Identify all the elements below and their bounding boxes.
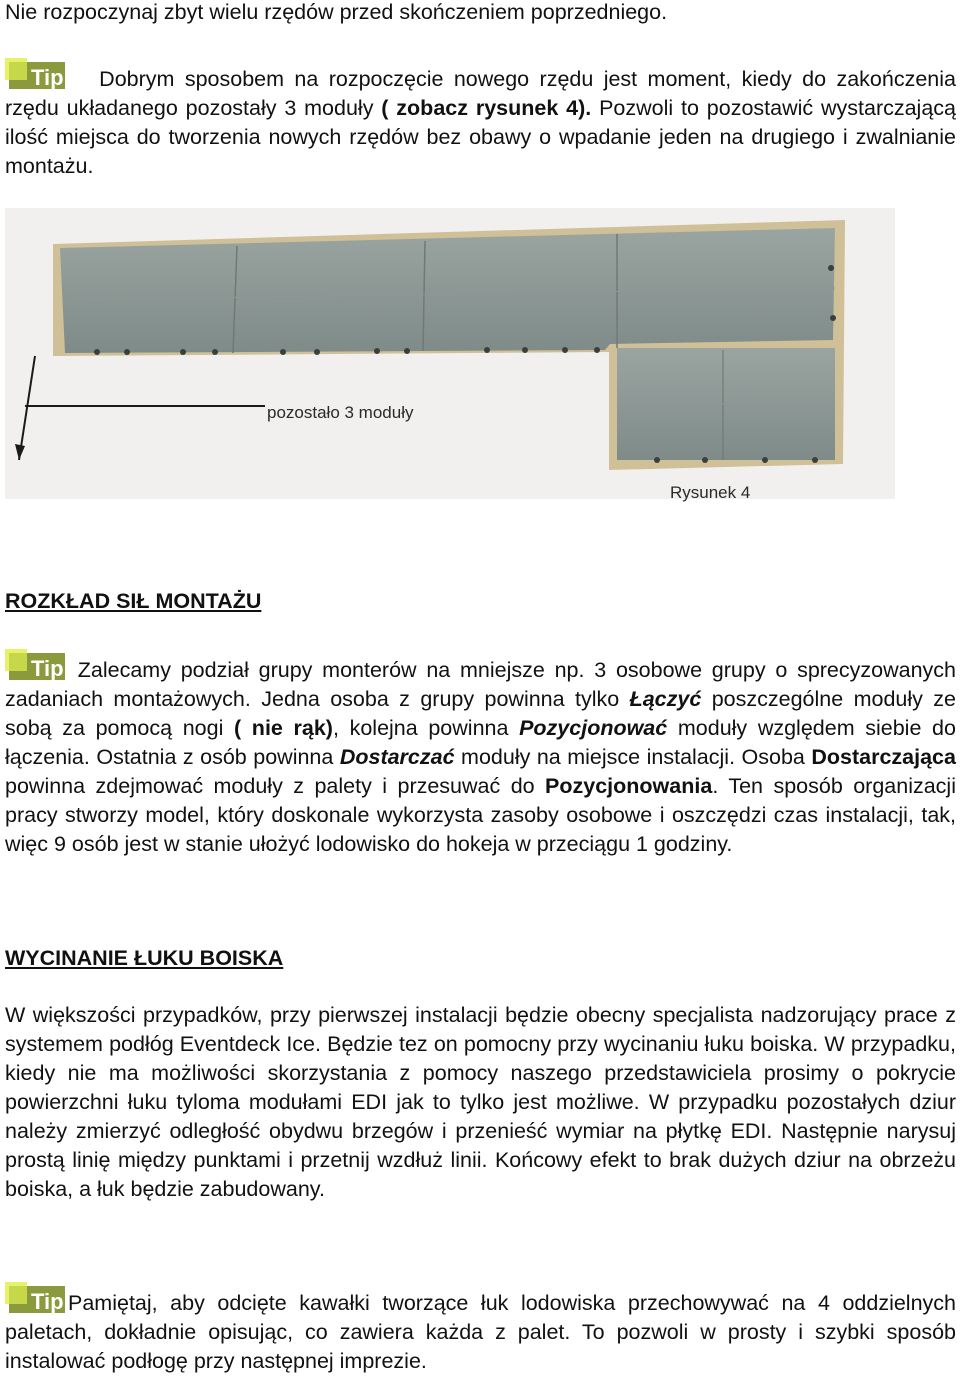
tip-icon-label: Tip: [31, 65, 64, 90]
section1-heading: ROZKŁAD SIŁ MONTAŻU: [5, 589, 262, 613]
arrow-label: pozostało 3 moduły: [267, 403, 414, 422]
s1-text-7: . Ten sposób organizacji pracy stworzy model, który doskonale wykorzysta zasoby osobowe i oszczędzi czas instalacji, tak, więc 9 osób jest w stanie ułożyć lodowisko do hokeja w przeciągu 1 godziny.: [5, 774, 956, 856]
s1-text-5: moduły na miejsce instalacji. Osoba: [454, 745, 812, 769]
tip1-figure-ref: ( zobacz rysunek 4).: [381, 96, 592, 120]
s1-emph-pozycjonowac: Pozycjonować: [519, 716, 668, 740]
s1-emph-dostarczac: Dostarczać: [339, 745, 455, 769]
tip-icon: [5, 649, 68, 681]
section1-paragraph: [5, 649, 956, 859]
s1-emph-laczyc: Łączyć: [629, 687, 702, 711]
tip-icon: [5, 1282, 68, 1314]
s1-text-2: poszczególne moduły ze sobą za pomocą nogi: [5, 687, 956, 740]
s1-text-6: powinna zdejmować moduły z palety i przesuwać do: [5, 774, 546, 798]
figure-rysunek-4: [5, 208, 895, 502]
figure-caption: Rysunek 4: [670, 483, 751, 502]
tip-icon-label: Tip: [31, 1289, 64, 1314]
s1-text-3: , kolejna powinna: [332, 716, 520, 740]
s1-bold-pozycjonowania: Pozycjonowania: [545, 774, 713, 798]
s1-bold-nie-rak: ( nie rąk): [234, 716, 333, 740]
s1-text-4: moduły względem siebie do łączenia. Ostatnia z osób powinna: [5, 716, 956, 769]
tip1-text-a: Dobrym sposobem na rozpoczęcie nowego rzędu jest moment, kiedy do zakończenia rzędu układanego pozostały 3 moduły: [5, 67, 956, 120]
floor-modules-photo: [5, 208, 895, 499]
section2-paragraph: W większości przypadków, przy pierwszej instalacji będzie obecny specjalista nadzorujący prace z systemem podłóg Eventdeck Ice. Będzie tez on pomocny przy wycinaniu łuku boiska. W przypadku, kiedy nie ma możliwości skorzystania z pomocy naszego przedstawiciela prosimy o pokrycie powierzchni łuku tyloma modułami EDI jak to tylko jest możliwe. W przypadku pozostałych dziur należy zmierzyć odległość obydwu brzegów i przenieść wymiar na płytkę EDI. Następnie narysuj prostą linię między punktami i przetnij wzdłuż linii. Końcowy efekt to brak dużych dziur na obrzeżu boiska, a łuk będzie zabudowany.: [5, 1003, 956, 1201]
s1-bold-dostarczajaca: Dostarczająca: [811, 745, 956, 769]
tip3-paragraph: [5, 1282, 956, 1376]
tip1-text-b: Pozwoli to pozostawić wystarczającą ilość miejsca do tworzenia nowych rzędów bez obawy o wpadanie jeden na drugiego i zwalnianie montażu.: [5, 96, 956, 178]
tip-icon-label: Tip: [31, 656, 64, 681]
section2-heading: WYCINANIE ŁUKU BOISKA: [5, 946, 284, 970]
s1-text-1: Zalecamy podział grupy monterów na mniejsze np. 3 osobowe grupy o sprecyzowanych zadaniach montażowych. Jedna osoba z grupy powinna tylko: [5, 658, 956, 711]
tip-icon: [5, 58, 68, 90]
intro-text: Nie rozpoczynaj zbyt wielu rzędów przed skończeniem poprzedniego.: [5, 0, 668, 24]
tip1-paragraph: [5, 58, 956, 181]
intro-line: [5, 0, 956, 27]
tip3-text: Pamiętaj, aby odcięte kawałki tworzące łuk lodowiska przechowywać na 4 oddzielnych paletach, dokładnie opisując, co zawiera każda z palet. To pozwoli w prosty i szybki sposób instalować podłogę przy następnej imprezie.: [5, 1291, 956, 1373]
